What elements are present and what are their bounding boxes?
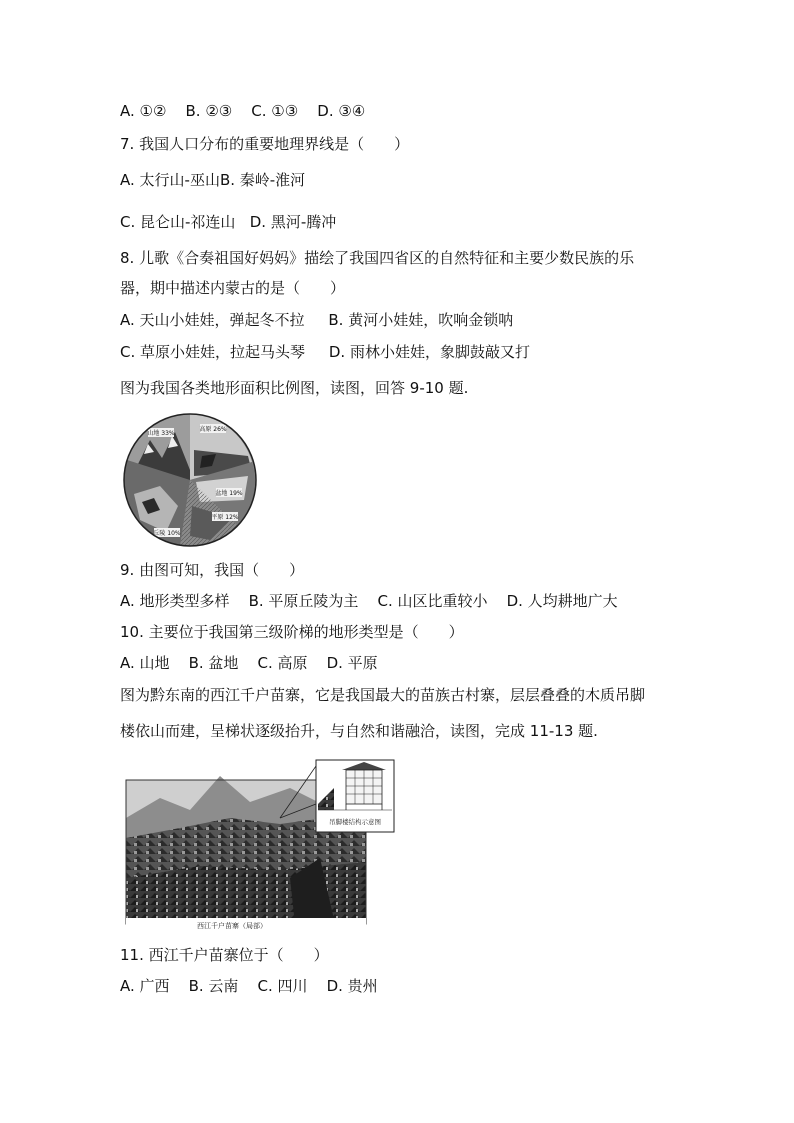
photo-caption: 西江千户苗寨（局部） <box>197 922 267 930</box>
q7-options-ab: A. 太行山-巫山B. 秦岭-淮河 <box>120 171 306 189</box>
intro-11-13-line1: 图为黔东南的西江千户苗寨，它是我国最大的苗族古村寨，层层叠叠的木质吊脚 <box>120 686 646 704</box>
q8-options-cd: C. 草原小娃娃，拉起马头琴 D. 雨林小娃娃，象脚鼓敲又打 <box>120 343 530 361</box>
q8-stem-line2: 器，期中描述内蒙古的是（ ） <box>120 279 346 297</box>
q10-options: A. 山地 B. 盆地 C. 高原 D. 平原 <box>120 654 378 672</box>
pie-label-plateau: 高原 26% <box>199 426 227 433</box>
q8-options-ab: A. 天山小娃娃，弹起冬不拉 B. 黄河小娃娃，吹响金锁呐 <box>120 311 514 329</box>
intro-9-10: 图为我国各类地形面积比例图，读图，回答 9-10 题. <box>120 379 469 397</box>
intro-11-13-line2: 楼依山而建，呈梯状逐级抬升，与自然和谐融洽，读图，完成 11-13 题. <box>120 722 598 740</box>
terrain-pie-figure <box>120 410 260 550</box>
q9-options: A. 地形类型多样 B. 平原丘陵为主 C. 山区比重较小 D. 人均耕地广大 <box>120 592 618 610</box>
terrain-pie-graphic <box>120 410 260 550</box>
pie-label-hill: 丘陵 10% <box>153 530 181 537</box>
pie-label-basin: 盆地 19% <box>215 490 243 497</box>
q7-stem: 7. 我国人口分布的重要地理界线是（ ） <box>120 135 410 153</box>
q11-options: A. 广西 B. 云南 C. 四川 D. 贵州 <box>120 977 378 995</box>
q8-stem-line1: 8. 儿歌《合奏祖国好妈妈》描绘了我国四省区的自然特征和主要少数民族的乐 <box>120 249 635 267</box>
q7-options-cd: C. 昆仑山-祁连山 D. 黑河-腾冲 <box>120 213 337 231</box>
q10-stem: 10. 主要位于我国第三级阶梯的地形类型是（ ） <box>120 623 464 641</box>
q6-options: A. ①② B. ②③ C. ①③ D. ③④ <box>120 102 366 120</box>
pie-label-plain: 平原 12% <box>211 514 239 521</box>
q9-stem: 9. 由图可知，我国（ ） <box>120 561 305 579</box>
inset-caption: 吊脚楼结构示意图 <box>329 818 381 826</box>
pie-label-mountain: 山地 33% <box>147 430 175 437</box>
miao-village-figure <box>120 758 400 936</box>
miao-village-graphic <box>120 758 400 936</box>
q11-stem: 11. 西江千户苗寨位于（ ） <box>120 946 329 964</box>
